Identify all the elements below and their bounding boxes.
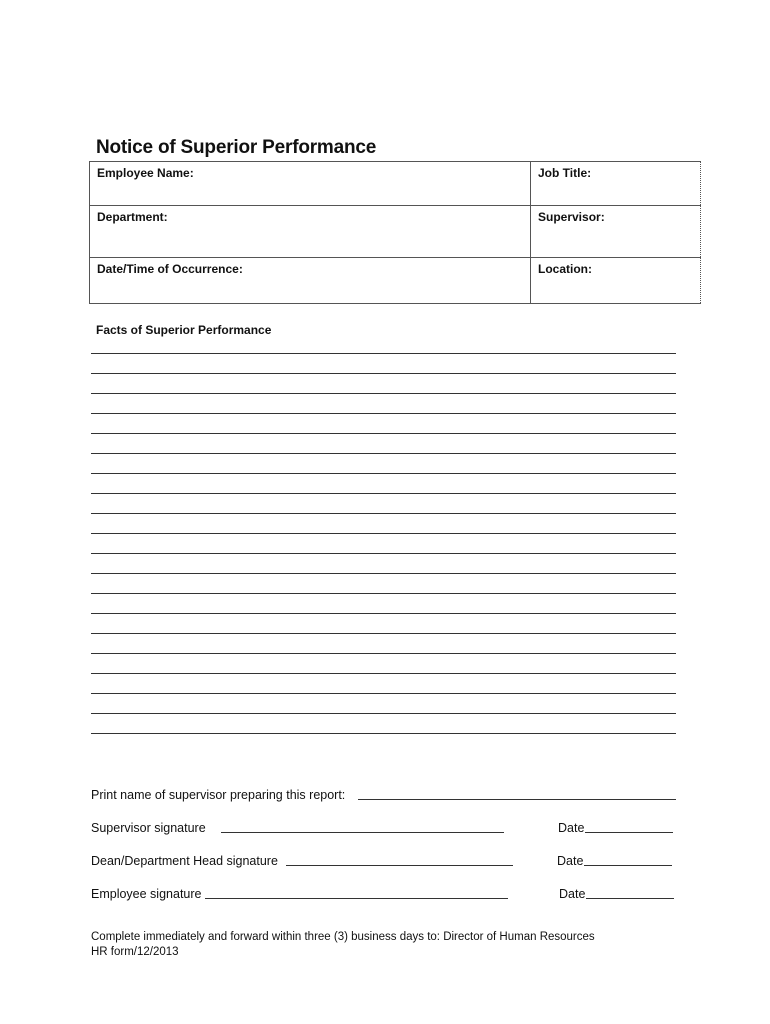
facts-writing-line[interactable]: [91, 514, 676, 534]
job-title-label: Job Title:: [538, 166, 592, 180]
facts-writing-line[interactable]: [91, 414, 676, 434]
employee-signature-line[interactable]: [205, 898, 508, 899]
department-label: Department:: [97, 210, 168, 224]
dean-signature-row: [91, 852, 681, 868]
facts-writing-line[interactable]: [91, 554, 676, 574]
employee-info-table: [89, 161, 701, 304]
facts-writing-line[interactable]: [91, 694, 676, 714]
facts-writing-line[interactable]: [91, 534, 676, 554]
job-title-field[interactable]: [531, 162, 701, 206]
facts-writing-line[interactable]: [91, 434, 676, 454]
location-label: Location:: [538, 262, 592, 276]
department-field[interactable]: [90, 206, 531, 258]
supervisor-label: Supervisor:: [538, 210, 605, 224]
facts-writing-line[interactable]: [91, 654, 676, 674]
facts-writing-line[interactable]: [91, 594, 676, 614]
facts-writing-line[interactable]: [91, 474, 676, 494]
supervisor-date-label: Date: [558, 821, 585, 835]
employee-date-label: Date: [559, 887, 586, 901]
dean-signature-label: Dean/Department Head signature: [91, 854, 278, 868]
footer-instructions: Complete immediately and forward within three (3) business days to: Director of Human Resources: [91, 931, 595, 943]
print-name-label: Print name of supervisor preparing this report:: [91, 788, 346, 802]
employee-date-line[interactable]: [586, 898, 674, 899]
supervisor-signature-row: [91, 819, 681, 835]
print-name-line[interactable]: [358, 799, 676, 800]
print-name-row: [91, 786, 681, 802]
date-time-label: Date/Time of Occurrence:: [97, 262, 243, 276]
dean-signature-line[interactable]: [286, 865, 513, 866]
date-time-field[interactable]: [90, 258, 531, 304]
supervisor-field[interactable]: [531, 206, 701, 258]
facts-writing-line[interactable]: [91, 454, 676, 474]
facts-writing-line[interactable]: [91, 354, 676, 374]
supervisor-signature-label: Supervisor signature: [91, 821, 206, 835]
location-field[interactable]: [531, 258, 701, 304]
footer-form-id: HR form/12/2013: [91, 946, 179, 958]
facts-writing-line[interactable]: [91, 614, 676, 634]
facts-writing-line[interactable]: [91, 714, 676, 734]
facts-writing-line[interactable]: [91, 394, 676, 414]
form-footer: [91, 930, 595, 960]
dean-date-label: Date: [557, 854, 584, 868]
facts-writing-line[interactable]: [91, 674, 676, 694]
facts-writing-line[interactable]: [91, 494, 676, 514]
supervisor-date-line[interactable]: [585, 832, 673, 833]
employee-signature-label: Employee signature: [91, 887, 202, 901]
facts-heading: Facts of Superior Performance: [96, 323, 272, 337]
facts-writing-line[interactable]: [91, 634, 676, 654]
facts-writing-line[interactable]: [91, 374, 676, 394]
employee-signature-row: [91, 885, 681, 901]
facts-writing-area[interactable]: [91, 353, 676, 734]
dean-date-line[interactable]: [584, 865, 672, 866]
supervisor-signature-line[interactable]: [221, 832, 504, 833]
employee-name-label: Employee Name:: [97, 166, 194, 180]
form-title: Notice of Superior Performance: [96, 137, 377, 158]
facts-writing-line[interactable]: [91, 574, 676, 594]
employee-name-field[interactable]: [90, 162, 531, 206]
